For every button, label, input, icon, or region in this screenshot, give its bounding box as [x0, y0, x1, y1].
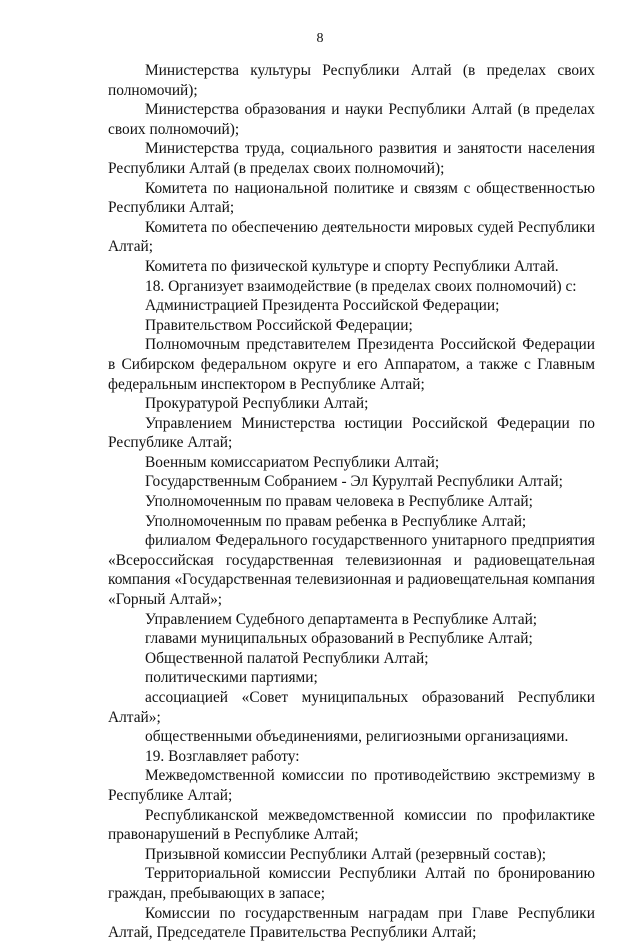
paragraph: Администрацией Президента Российской Федерации;	[145, 297, 500, 315]
paragraph: Территориальной комиссии Республики Алтай по бронированию граждан, пребывающих в запасе;	[108, 865, 595, 902]
paragraph: политическими партиями;	[145, 669, 318, 687]
paragraph: Призывной комиссии Республики Алтай (резервный состав);	[145, 845, 547, 863]
paragraph: филиалом Федерального государственного унитарного предприятия «Всероссийская государственная телевизионная и радиовещательная компания «Государственная телевизионная и радиовещательная компания «Горный Алтай»;	[108, 532, 595, 609]
paragraph: ассоциацией «Совет муниципальных образований Республики Алтай»;	[108, 689, 595, 726]
paragraph: общественными объединениями, религиозными организациями.	[145, 728, 569, 746]
paragraph: Комитета по национальной политике и связям с общественностью Республики Алтай;	[108, 179, 595, 217]
paragraph: главами муниципальных образований в Республике Алтай;	[145, 630, 533, 648]
paragraph: Полномочным представителем Президента Российской Федерации в Сибирском федеральном округе и его Аппаратом, а также с Главным федеральным инспектором в Республике Алтай;	[108, 336, 595, 393]
paragraph: Комитета по обеспечению деятельности мировых судей Республики Алтай;	[108, 218, 595, 256]
document-body	[108, 61, 595, 943]
paragraph: 18. Организует взаимодействие (в пределах своих полномочий) с:	[145, 277, 577, 295]
paragraph: Министерства труда, социального развития и занятости населения Республики Алтай (в пределах своих полномочий);	[108, 140, 595, 177]
paragraph: Военным комиссариатом Республики Алтай;	[145, 453, 440, 471]
paragraph: Комитета по физической культуре и спорту Республики Алтай.	[145, 257, 559, 275]
paragraph: Уполномоченным по правам человека в Республике Алтай;	[145, 493, 533, 511]
paragraph: Правительством Российской Федерации;	[145, 316, 413, 334]
paragraph: Межведомственной комиссии по противодействию экстремизму в Республике Алтай;	[108, 767, 595, 804]
paragraph: Уполномоченным по правам ребенка в Республике Алтай;	[145, 512, 527, 530]
paragraph: Министерства культуры Республики Алтай (в пределах своих полномочий);	[108, 62, 595, 99]
paragraph: Республиканской межведомственной комиссии по профилактике правонарушений в Республике Алтай;	[108, 806, 595, 844]
paragraph: Управлением Судебного департамента в Республике Алтай;	[145, 610, 538, 628]
paragraph: Общественной палатой Республики Алтай;	[145, 649, 429, 667]
page-number: 8	[316, 31, 324, 46]
paragraph: Прокуратурой Республики Алтай;	[145, 395, 369, 413]
paragraph: Управлением Министерства юстиции Российской Федерации по Республике Алтай;	[108, 414, 595, 452]
paragraph: Комиссии по государственным наградам при Главе Республики Алтай, Председателе Правительства Республики Алтай;	[108, 904, 595, 942]
paragraph: Государственным Собранием - Эл Курултай Республики Алтай;	[145, 473, 563, 491]
paragraph: Министерства образования и науки Республики Алтай (в пределах своих полномочий);	[108, 101, 595, 138]
paragraph: 19. Возглавляет работу:	[145, 747, 300, 765]
